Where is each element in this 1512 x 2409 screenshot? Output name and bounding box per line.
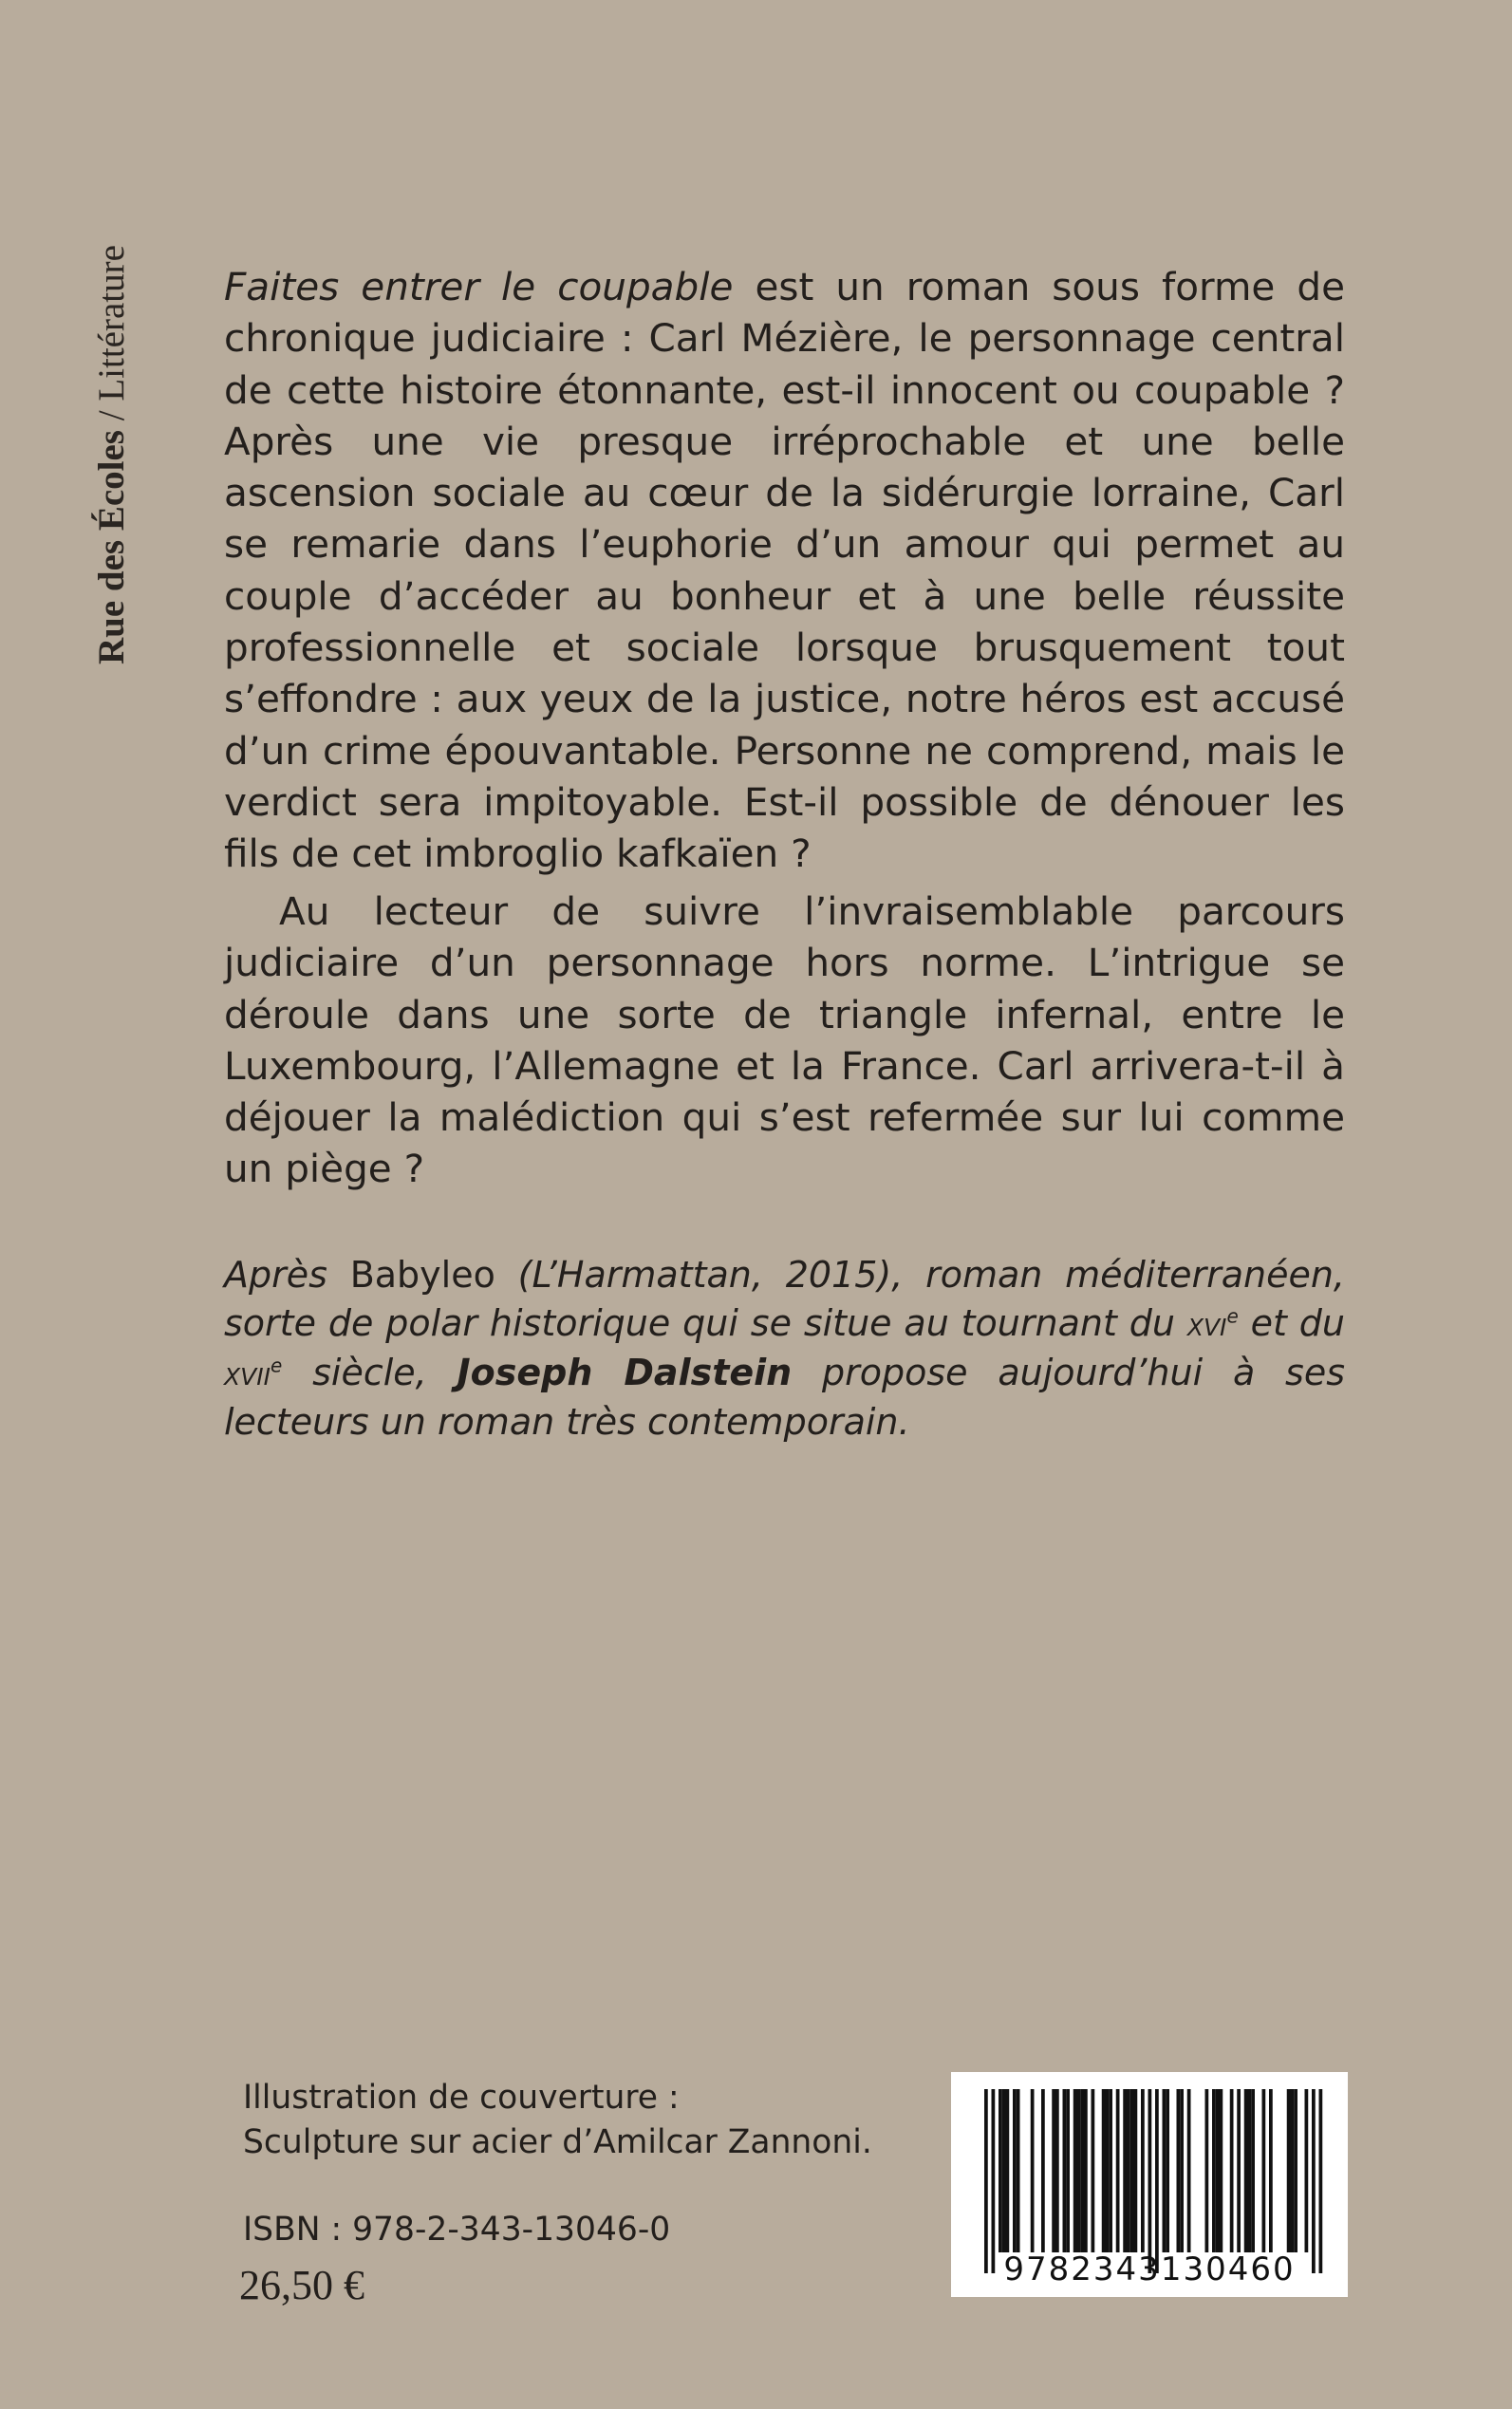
barcode-bar bbox=[1063, 2089, 1067, 2252]
author-note-siecle: siècle, bbox=[282, 1352, 457, 1393]
book-title: Faites entrer le coupable bbox=[224, 264, 734, 309]
barcode-bar bbox=[1163, 2089, 1167, 2252]
author-note-between: et du bbox=[1238, 1302, 1345, 1344]
spine-separator: / bbox=[91, 401, 132, 430]
barcode-bar bbox=[1269, 2089, 1273, 2252]
barcode-bar bbox=[1319, 2089, 1323, 2273]
barcode-bar bbox=[1251, 2089, 1255, 2252]
century-17: xvii bbox=[224, 1354, 271, 1393]
author-note bbox=[224, 1251, 1345, 1447]
barcode-bar bbox=[1312, 2089, 1316, 2273]
barcode-bar bbox=[1177, 2089, 1181, 2252]
author-note-end: propose aujourd’hui à ses lecteurs un roman très contemporain. bbox=[224, 1352, 1345, 1443]
barcode-bar bbox=[1230, 2089, 1234, 2252]
barcode-bar bbox=[1134, 2089, 1138, 2252]
collection-name: Rue des Écoles bbox=[91, 430, 132, 664]
author-name: Joseph Dalstein bbox=[457, 1352, 793, 1393]
barcode-bar bbox=[1102, 2089, 1106, 2252]
century-16: xvi bbox=[1186, 1305, 1227, 1344]
blurb-paragraph-2 bbox=[224, 886, 1345, 1195]
price: 26,50 € bbox=[239, 2262, 364, 2308]
barcode-bar bbox=[1291, 2089, 1295, 2252]
barcode-bar bbox=[1287, 2089, 1291, 2252]
barcode-bar bbox=[1141, 2089, 1145, 2252]
barcode-bar bbox=[1017, 2089, 1020, 2252]
barcode-bar bbox=[984, 2089, 988, 2273]
barcode-bar bbox=[999, 2089, 1002, 2252]
barcode-bar bbox=[1187, 2089, 1191, 2252]
century-16-sup: e bbox=[1226, 1304, 1239, 1328]
barcode-digits: 9782343130460 bbox=[1003, 2250, 1296, 2288]
barcode-bar bbox=[992, 2089, 996, 2273]
author-note-publisher: (L’Harmattan, 2015), roman méditerranéen, sorte de polar historique qui se situe au tournant du bbox=[224, 1254, 1346, 1344]
barcode-bar bbox=[1212, 2089, 1216, 2252]
spine-text bbox=[91, 245, 133, 664]
barcode-bar bbox=[1148, 2089, 1152, 2273]
cover-credit-line-1: Illustration de couverture : bbox=[243, 2079, 680, 2117]
barcode-bar bbox=[1080, 2089, 1084, 2252]
isbn-number: ISBN : 978-2-343-13046-0 bbox=[243, 2211, 671, 2249]
barcode bbox=[951, 2072, 1348, 2297]
barcode-bar bbox=[1205, 2089, 1209, 2252]
barcode-bar bbox=[1002, 2089, 1006, 2252]
blurb-paragraph-2-text: Au lecteur de suivre l’invraisemblable parcours judiciaire d’un personnage hors norme. L’intrigue se déroule dans une sorte de triangle infernal, entre le Luxembourg, l’Allemagne et la France. Carl arrivera-t-il à déjouer la malédiction qui s’est refermée sur lui comme un piège ? bbox=[224, 888, 1345, 1192]
barcode-bar bbox=[1109, 2089, 1112, 2252]
previous-book-title: Babyleo bbox=[349, 1254, 495, 1296]
cover-credit-line-2: Sculpture sur acier d’Amilcar Zannoni. bbox=[243, 2123, 872, 2161]
blurb-paragraph-1-text: est un roman sous forme de chronique judiciaire : Carl Mézière, le personnage central de cette histoire étonnante, est-il innocent ou coupable ? Après une vie presque irréprochable et une belle ascension sociale au cœur de la sidérurgie lorraine, Carl se remarie dans l’euphorie d’un amour qui permet au couple d’accéder au bonheur et à une belle réussite professionnelle et sociale lorsque brusquement tout s’effondre : aux yeux de la justice, notre héros est accusé d’un crime épouvantable. Personne ne comprend, mais le verdict sera impitoyable. Est-il possible de dénouer les fils de cet imbroglio kafkaïen ? bbox=[224, 264, 1346, 877]
barcode-bar bbox=[1013, 2089, 1017, 2252]
author-note-before: Après bbox=[224, 1254, 350, 1296]
barcode-bar bbox=[1220, 2089, 1223, 2252]
barcode-bar bbox=[1166, 2089, 1169, 2252]
barcode-bar bbox=[1006, 2089, 1010, 2252]
barcode-bar bbox=[1041, 2089, 1045, 2252]
barcode-bar bbox=[1031, 2089, 1035, 2252]
barcode-bar bbox=[1305, 2089, 1309, 2252]
barcode-bar bbox=[1123, 2089, 1127, 2252]
barcode-bar bbox=[1216, 2089, 1220, 2252]
barcode-bar bbox=[1180, 2089, 1184, 2252]
barcode-bar bbox=[1244, 2089, 1248, 2252]
barcode-bar bbox=[1262, 2089, 1266, 2252]
barcode-bar bbox=[1130, 2089, 1134, 2252]
barcode-bar bbox=[1127, 2089, 1130, 2252]
barcode-bar bbox=[1052, 2089, 1055, 2252]
barcode-bar bbox=[1073, 2089, 1077, 2252]
barcode-bar bbox=[1155, 2089, 1159, 2273]
barcode-bar bbox=[1248, 2089, 1252, 2252]
genre-name: Littérature bbox=[91, 245, 132, 402]
cover-credit bbox=[243, 2076, 872, 2165]
barcode-bar bbox=[1116, 2089, 1120, 2252]
barcode-bar bbox=[1294, 2089, 1297, 2252]
barcode-bar bbox=[1084, 2089, 1088, 2252]
barcode-bar bbox=[1106, 2089, 1110, 2252]
barcode-bar bbox=[1066, 2089, 1070, 2252]
blurb-paragraph-1 bbox=[224, 261, 1345, 880]
barcode-bar bbox=[1092, 2089, 1095, 2252]
barcode-bar bbox=[1077, 2089, 1081, 2252]
century-17-sup: e bbox=[270, 1354, 283, 1377]
barcode-bar bbox=[1237, 2089, 1241, 2252]
barcode-bar bbox=[1055, 2089, 1059, 2252]
